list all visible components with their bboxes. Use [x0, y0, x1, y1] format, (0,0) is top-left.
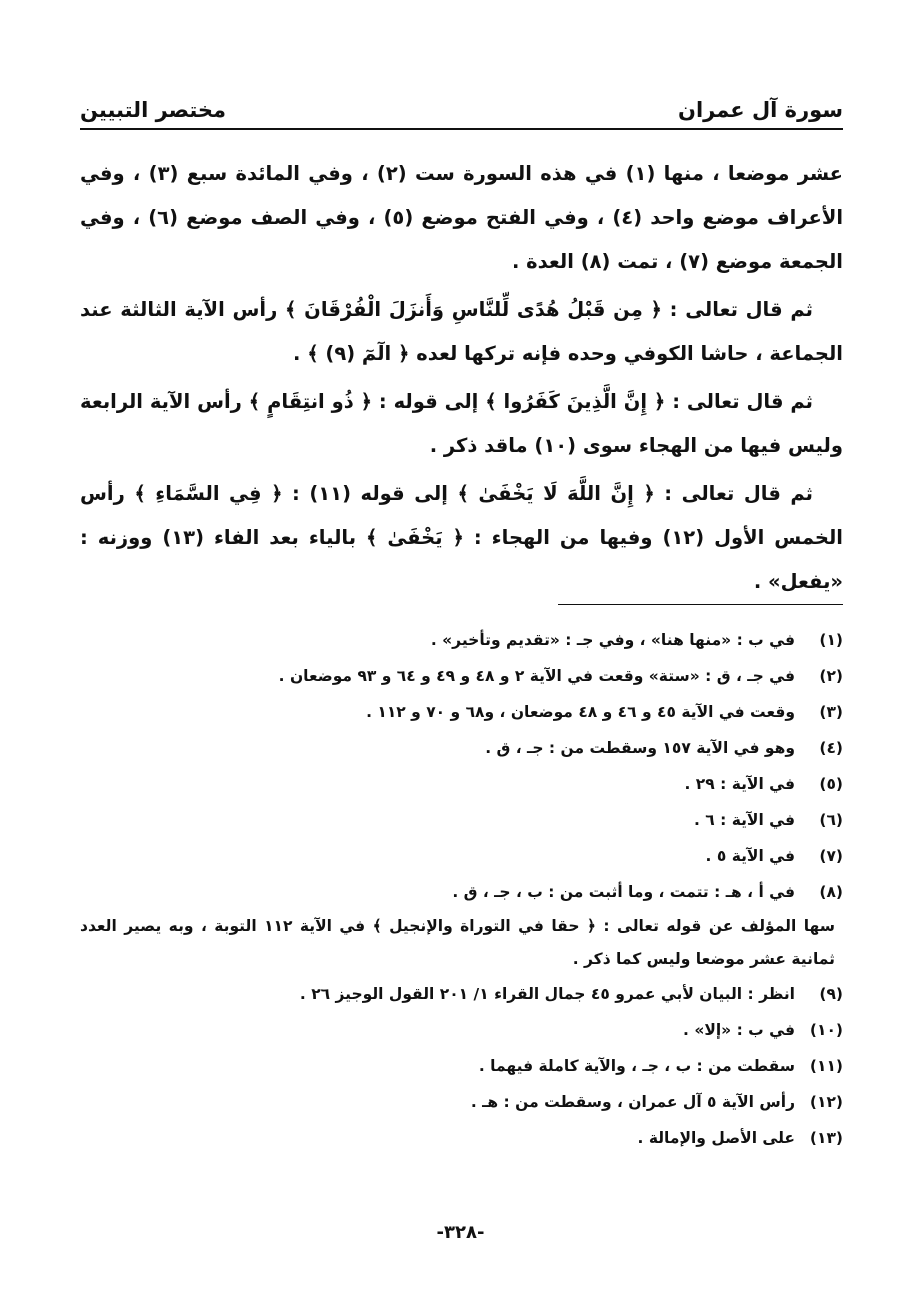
footnote-number: (٤)	[819, 739, 843, 757]
footnote-number: (٥)	[819, 775, 843, 793]
footnote-text: في الآية : ٢٩ .	[684, 775, 795, 793]
footnote-text: في ب : «منها هنا» ، وفي جـ : «تقديم وتأخير» .	[430, 631, 795, 649]
footnote-text: وهو في الآية ١٥٧ وسقطت من : جـ ، ق .	[485, 739, 795, 757]
footnote-text: في جـ ، ق : «ستة» وقعت في الآية ٢ و ٤٨ و ٤٩ و ٦٤ و ٩٣ موضعان .	[278, 667, 795, 685]
footnote-text: سقطت من : ب ، جـ ، والآية كاملة فيهما .	[478, 1057, 795, 1075]
footnote-number: (١)	[819, 631, 843, 649]
footnote	[80, 766, 843, 802]
footnote-number: (٨)	[819, 883, 843, 901]
paragraph: عشر موضعا ، منها (١) في هذه السورة ست (٢) ، وفي المائدة سبع (٣) ، وفي الأعراف موضع واحد (٤) ، وفي الفتح موضع (٥) ، وفي الصف موضع (٦) ، وفي الجمعة موضع (٧) ، تمت (٨) العدة .	[80, 162, 844, 273]
paragraph: ثم قال تعالى : ﴿ إِنَّ الَّذِينَ كَفَرُوا ﴾ إلى قوله : ﴿ ذُو انتِقَامٍ ﴾ رأس الآية الرابعة وليس فيها من الهجاء سوى (١٠) ماقد ذكر .	[80, 390, 843, 457]
footnote-text: انظر : البيان لأبي عمرو ٤٥ جمال القراء ١/ ٢٠١ القول الوجيز ٢٦ .	[299, 985, 795, 1003]
paragraph: ثم قال تعالى : ﴿ مِن قَبْلُ هُدًى لِّلنَّاسِ وَأَنزَلَ الْفُرْقَانَ ﴾ رأس الآية الثالثة عند الجماعة ، حاشا الكوفي وحده فإنه تركها لعده ﴿ الٓمٓ (٩) ﴾ .	[80, 298, 843, 365]
footnote-number: (١٣)	[809, 1129, 843, 1147]
footnote-text: في ب : «إلا» .	[683, 1021, 795, 1039]
footnote-continuation	[80, 910, 843, 976]
footnote	[80, 1084, 843, 1120]
footnote-number: (٩)	[819, 985, 843, 1003]
footnote	[80, 976, 843, 1012]
footnote	[80, 1120, 843, 1156]
surah-title: سورة آل عمران	[678, 98, 843, 122]
footnote	[80, 874, 843, 910]
footnote	[80, 694, 843, 730]
footnote-text: في الآية ٥ .	[705, 847, 795, 865]
book-title: مختصر التبيين	[80, 98, 227, 122]
footnote	[80, 658, 843, 694]
footnote	[80, 730, 843, 766]
paragraph: ثم قال تعالى : ﴿ إِنَّ اللَّهَ لَا يَخْفَىٰ ﴾ إلى قوله (١١) : ﴿ فِي السَّمَاءِ ﴾ رأس الخمس الأول (١٢) وفيها من الهجاء : ﴿ يَخْفَىٰ ﴾ بالياء بعد الفاء (١٣) ووزنه : «يفعل» .	[80, 482, 843, 593]
footnote-text: سها المؤلف عن قوله تعالى : ﴿ حقا في التوراة والإنجيل ﴾ في الآية ١١٢ التوبة ، وبه يصير العدد ثمانية عشر موضعا وليس كما ذكر .	[80, 917, 835, 968]
footnote-text: رأس الآية ٥ آل عمران ، وسقطت من : هـ .	[470, 1093, 795, 1111]
footnote	[80, 838, 843, 874]
footnote-number: (١٢)	[809, 1093, 843, 1111]
footnote-number: (١٠)	[809, 1021, 843, 1039]
footnote-number: (٣)	[819, 703, 843, 721]
footnote-text: في أ ، هـ : تتمت ، وما أثبت من : ب ، جـ ، ق .	[452, 883, 795, 901]
footnote	[80, 802, 843, 838]
footnote-number: (٢)	[819, 667, 843, 685]
footnote-divider	[558, 604, 843, 605]
footnote-number: (٧)	[819, 847, 843, 865]
page-number: -٣٢٨-	[436, 1222, 485, 1243]
footnote-number: (٦)	[819, 811, 843, 829]
footnote-text: وقعت في الآية ٤٥ و ٤٦ و ٤٨ موضعان ، و٦٨ و ٧٠ و ١١٢ .	[366, 703, 795, 721]
footnote	[80, 1048, 843, 1084]
footnotes	[80, 622, 843, 1156]
running-header	[80, 78, 843, 130]
footnote-number: (١١)	[809, 1057, 843, 1075]
main-text	[80, 152, 843, 608]
footnote	[80, 1012, 843, 1048]
footnote-text: في الآية : ٦ .	[693, 811, 795, 829]
footnote	[80, 622, 843, 658]
footnote-text: على الأصل والإمالة .	[637, 1129, 795, 1147]
